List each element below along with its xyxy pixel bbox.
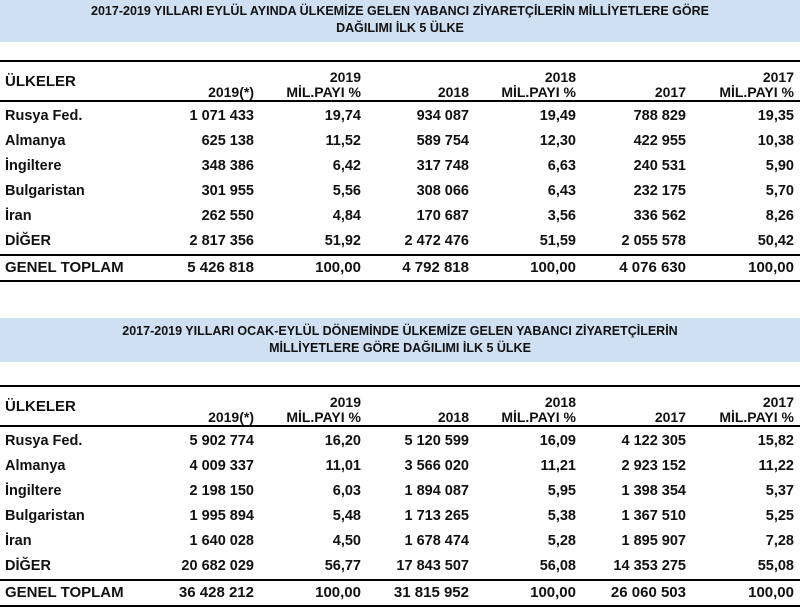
header-share-2019 <box>260 386 367 426</box>
table1-header-row <box>0 61 800 101</box>
share-cell: 50,42 <box>757 233 794 249</box>
table-row <box>0 179 800 204</box>
header-2019: 2019(*) <box>140 386 260 426</box>
header-share-2018-year: 2018 <box>544 394 576 410</box>
share-cell: 6,63 <box>547 158 576 174</box>
country-cell: DİĞER <box>5 558 51 574</box>
share-cell: 4,50 <box>332 533 361 549</box>
table-row <box>0 529 800 554</box>
value-cell: 788 829 <box>633 108 686 124</box>
share-cell: 19,35 <box>757 108 794 124</box>
table2-title-banner <box>0 318 800 362</box>
table-row <box>0 454 800 479</box>
header-share-2019-year: 2019 <box>329 394 361 410</box>
country-cell: İran <box>5 533 32 549</box>
share-cell: 5,28 <box>547 533 576 549</box>
share-cell: 5,95 <box>547 483 576 499</box>
share-cell: 7,28 <box>765 533 794 549</box>
value-cell: 1 398 354 <box>621 483 686 499</box>
share-cell: 6,03 <box>332 483 361 499</box>
share-cell: 5,25 <box>765 508 794 524</box>
value-cell: 232 175 <box>633 183 686 199</box>
country-cell: Almanya <box>5 133 66 149</box>
table2-title-line2: MİLLİYETLERE GÖRE DAĞILIMI İLK 5 ÜLKE <box>269 341 531 355</box>
value-cell: 336 562 <box>633 208 686 224</box>
header-share-2017 <box>692 386 800 426</box>
value-cell: 1 640 028 <box>189 533 254 549</box>
header-share-2017 <box>692 61 800 101</box>
value-cell: 2 923 152 <box>621 458 686 474</box>
share-cell: 15,82 <box>757 433 794 449</box>
share-cell: 5,37 <box>765 483 794 499</box>
table1 <box>0 60 800 282</box>
value-cell: 2 472 476 <box>404 233 469 249</box>
header-2017: 2017 <box>582 386 692 426</box>
share-cell: 4,84 <box>332 208 361 224</box>
table-row <box>0 154 800 179</box>
value-cell: 1 678 474 <box>404 533 469 549</box>
value-cell: 262 550 <box>201 208 254 224</box>
total-share: 100,00 <box>260 580 367 606</box>
table1-title-line1: 2017-2019 YILLARI EYLÜL AYINDA ÜLKEMİZE GELEN YABANCI ZİYARETÇİLERİN MİLLİYETLERE GÖRE <box>91 4 709 18</box>
total-value: 36 428 212 <box>140 580 260 606</box>
table2 <box>0 385 800 607</box>
header-2019: 2019(*) <box>140 61 260 101</box>
value-cell: 240 531 <box>633 158 686 174</box>
share-cell: 51,59 <box>539 233 576 249</box>
header-share-2017-year: 2017 <box>762 394 794 410</box>
share-cell: 16,09 <box>539 433 576 449</box>
value-cell: 1 713 265 <box>404 508 469 524</box>
share-cell: 56,77 <box>324 558 361 574</box>
country-cell: Rusya Fed. <box>5 433 83 449</box>
total-share: 100,00 <box>692 580 800 606</box>
value-cell: 4 009 337 <box>189 458 254 474</box>
header-2018: 2018 <box>367 61 475 101</box>
total-value: 4 792 818 <box>367 255 475 281</box>
value-cell: 5 120 599 <box>404 433 469 449</box>
header-share-2019-label: MİL.PAYI % <box>286 84 361 100</box>
total-value: 4 076 630 <box>582 255 692 281</box>
value-cell: 2 817 356 <box>189 233 254 249</box>
value-cell: 5 902 774 <box>189 433 254 449</box>
share-cell: 5,70 <box>765 183 794 199</box>
total-share: 100,00 <box>475 580 582 606</box>
table-row <box>0 129 800 154</box>
header-share-2019 <box>260 61 367 101</box>
table-row <box>0 204 800 229</box>
header-share-2017-year: 2017 <box>762 69 794 85</box>
share-cell: 8,26 <box>765 208 794 224</box>
table1-title-banner <box>0 0 800 42</box>
value-cell: 589 754 <box>416 133 469 149</box>
table-row <box>0 554 800 580</box>
table-row <box>0 479 800 504</box>
country-cell: Bulgaristan <box>5 183 85 199</box>
header-share-2018-label: MİL.PAYI % <box>501 409 576 425</box>
table-row <box>0 104 800 129</box>
country-cell: İran <box>5 208 32 224</box>
value-cell: 317 748 <box>416 158 469 174</box>
value-cell: 14 353 275 <box>613 558 686 574</box>
value-cell: 2 198 150 <box>189 483 254 499</box>
value-cell: 625 138 <box>201 133 254 149</box>
value-cell: 1 995 894 <box>189 508 254 524</box>
table-row <box>0 504 800 529</box>
table-row <box>0 429 800 454</box>
value-cell: 3 566 020 <box>404 458 469 474</box>
share-cell: 5,48 <box>332 508 361 524</box>
header-share-2017-label: MİL.PAYI % <box>719 409 794 425</box>
country-cell: Bulgaristan <box>5 508 85 524</box>
value-cell: 1 894 087 <box>404 483 469 499</box>
value-cell: 422 955 <box>633 133 686 149</box>
country-cell: Rusya Fed. <box>5 108 83 124</box>
share-cell: 12,30 <box>539 133 576 149</box>
header-share-2018 <box>475 386 582 426</box>
table2-header-row <box>0 386 800 426</box>
header-2018: 2018 <box>367 386 475 426</box>
value-cell: 1 895 907 <box>621 533 686 549</box>
header-share-2019-label: MİL.PAYI % <box>286 409 361 425</box>
share-cell: 11,52 <box>325 133 361 149</box>
value-cell: 1 367 510 <box>621 508 686 524</box>
share-cell: 5,56 <box>332 183 361 199</box>
header-share-2018-year: 2018 <box>544 69 576 85</box>
header-2017: 2017 <box>582 61 692 101</box>
total-label: GENEL TOPLAM <box>0 255 140 281</box>
share-cell: 11,01 <box>325 458 361 474</box>
value-cell: 20 682 029 <box>181 558 254 574</box>
share-cell: 6,43 <box>547 183 576 199</box>
share-cell: 51,92 <box>324 233 361 249</box>
header-share-2019-year: 2019 <box>329 69 361 85</box>
share-cell: 11,22 <box>758 458 794 474</box>
table2-total-row <box>0 580 800 606</box>
value-cell: 2 055 578 <box>621 233 686 249</box>
total-value: 31 815 952 <box>367 580 475 606</box>
header-country: ÜLKELER <box>0 61 140 101</box>
value-cell: 934 087 <box>416 108 469 124</box>
share-cell: 3,56 <box>547 208 576 224</box>
country-cell: Almanya <box>5 458 66 474</box>
country-cell: İngiltere <box>5 483 62 499</box>
header-share-2018-label: MİL.PAYI % <box>501 84 576 100</box>
share-cell: 11,21 <box>540 458 576 474</box>
country-cell: DİĞER <box>5 233 51 249</box>
header-share-2018 <box>475 61 582 101</box>
total-value: 26 060 503 <box>582 580 692 606</box>
table1-title-line2: DAĞILIMI İLK 5 ÜLKE <box>336 21 464 35</box>
value-cell: 348 386 <box>201 158 254 174</box>
share-cell: 10,38 <box>757 133 794 149</box>
table1-total-row <box>0 255 800 281</box>
value-cell: 17 843 507 <box>396 558 469 574</box>
total-label: GENEL TOPLAM <box>0 580 140 606</box>
value-cell: 170 687 <box>416 208 469 224</box>
total-share: 100,00 <box>475 255 582 281</box>
share-cell: 16,20 <box>324 433 361 449</box>
table2-title-line1: 2017-2019 YILLARI OCAK-EYLÜL DÖNEMİNDE ÜLKEMİZE GELEN YABANCI ZİYARETÇİLERİN <box>122 324 678 338</box>
share-cell: 19,49 <box>539 108 576 124</box>
share-cell: 55,08 <box>757 558 794 574</box>
table-row <box>0 229 800 255</box>
total-share: 100,00 <box>692 255 800 281</box>
share-cell: 5,38 <box>547 508 576 524</box>
share-cell: 56,08 <box>539 558 576 574</box>
value-cell: 308 066 <box>416 183 469 199</box>
total-share: 100,00 <box>260 255 367 281</box>
country-cell: İngiltere <box>5 158 62 174</box>
share-cell: 19,74 <box>324 108 361 124</box>
value-cell: 301 955 <box>201 183 254 199</box>
share-cell: 5,90 <box>765 158 794 174</box>
value-cell: 4 122 305 <box>621 433 686 449</box>
total-value: 5 426 818 <box>140 255 260 281</box>
header-share-2017-label: MİL.PAYI % <box>719 84 794 100</box>
value-cell: 1 071 433 <box>189 108 254 124</box>
share-cell: 6,42 <box>332 158 361 174</box>
header-country: ÜLKELER <box>0 386 140 426</box>
